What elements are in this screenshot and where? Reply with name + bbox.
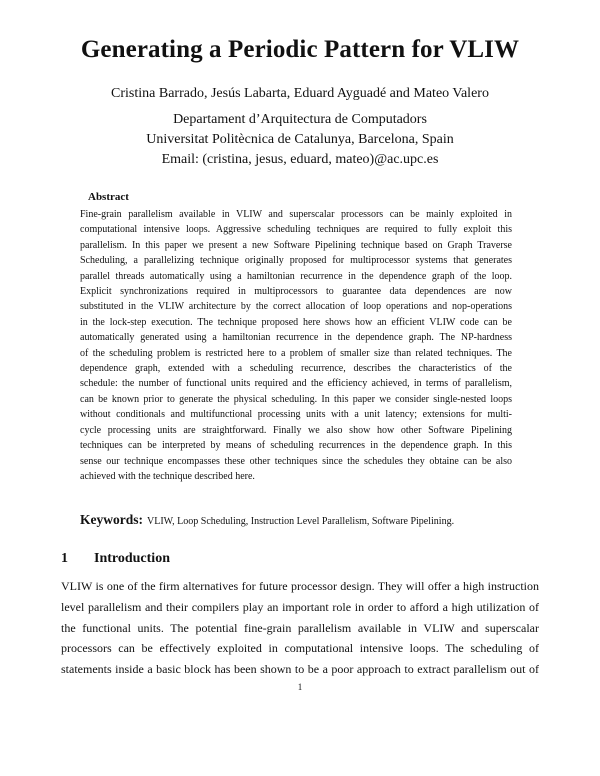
- author-list: Cristina Barrado, Jesús Labarta, Eduard Ayguadé and Mateo Valero: [111, 86, 489, 101]
- abstract-line: schedule: the number of functional units required and the efficiency achieved, in terms of parallelism,: [80, 378, 512, 390]
- abstract-line: cycle processing units are straightforward. Finally we also show how other Software Pipelining: [80, 424, 512, 436]
- keywords: [80, 512, 520, 528]
- abstract-line: achieved with the technique described here.: [80, 470, 255, 482]
- abstract-line: dependence graph, extended with a scheduling recurrence, describes the characteristics of the: [80, 363, 512, 375]
- body-line: VLIW is one of the firm alternatives for future processor design. They will offer a high instruction: [61, 579, 539, 593]
- affiliation-block: [0, 110, 600, 170]
- email: Email: (cristina, jesus, eduard, mateo)@ac.upc.es: [161, 152, 439, 167]
- abstract-line: in the lock-step execution. The technique proposed here shows how an efficient VLIW code can be: [80, 316, 512, 328]
- abstract-body: [80, 207, 512, 484]
- abstract-line: parallelism. In this paper we present a new Software Pipelining technique based on Graph Traverse: [80, 239, 512, 251]
- abstract-heading: Abstract: [88, 191, 129, 203]
- body-line: the functional units. The potential fine-grain parallelism available in VLIW and superscalar: [61, 620, 539, 635]
- university: Universitat Politècnica de Catalunya, Barcelona, Spain: [146, 132, 454, 147]
- abstract-line: without conditionals and multifunctional processing units with a unit latency; extensions for multi-: [80, 409, 512, 421]
- abstract-line: Scheduling, a parallelizing technique originally proposed for multiprocessor systems that generates: [80, 255, 512, 267]
- abstract-line: substituted in the VLIW architecture by the correct allocation of loop operations and nop-operations: [80, 301, 512, 313]
- abstract-line: of the scheduling problem is restricted here to a problem of smaller size than related techniques. The: [80, 347, 512, 359]
- abstract-line: can be known prior to generate the physical scheduling. In this paper we consider single-nested loops: [80, 393, 512, 405]
- section-body: [61, 576, 539, 680]
- keywords-label: Keywords:: [80, 512, 143, 527]
- body-line: processors can be effectively exploited in computational intensive loops. The scheduling of: [61, 641, 539, 656]
- section-number: 1: [61, 551, 68, 566]
- body-line: level parallelism and their compilers play an important role in order to afford a high utilization of: [61, 599, 539, 614]
- abstract-line: Fine-grain parallelism available in VLIW and superscalar processors can be mainly exploited in: [80, 209, 512, 220]
- page-number: 1: [297, 682, 303, 692]
- abstract-line: sense our technique encompasses these other techniques since the schedules they obtaine can be also: [80, 455, 512, 467]
- section-title: Introduction: [94, 551, 170, 566]
- section-heading: [61, 551, 170, 567]
- abstract-line: techniques can be interpreted by means of scheduling recurrences in the dependence graph. In this: [80, 440, 512, 452]
- department: Departament d’Arquitectura de Computadors: [173, 112, 427, 127]
- keywords-text: VLIW, Loop Scheduling, Instruction Level Parallelism, Software Pipelining.: [147, 516, 455, 527]
- abstract-line: automatically generated using a hamiltonian recurrence in the dependence graph. The NP-hardness: [80, 332, 512, 344]
- abstract-line: Explicit synchronizations required in multiprocessors to guarantee data dependences are now: [80, 286, 512, 298]
- abstract-line: computational intensive loops. Aggressive scheduling techniques are required to fully exploit this: [80, 224, 512, 236]
- body-line: statements inside a basic block has been shown to be a poor approach to extract parallelism out of: [61, 662, 539, 677]
- abstract-line: parallel threads automatically using a hamiltonian recurrence in the dependence graph of the loop.: [80, 270, 512, 282]
- paper-title: Generating a Periodic Pattern for VLIW: [80, 36, 520, 63]
